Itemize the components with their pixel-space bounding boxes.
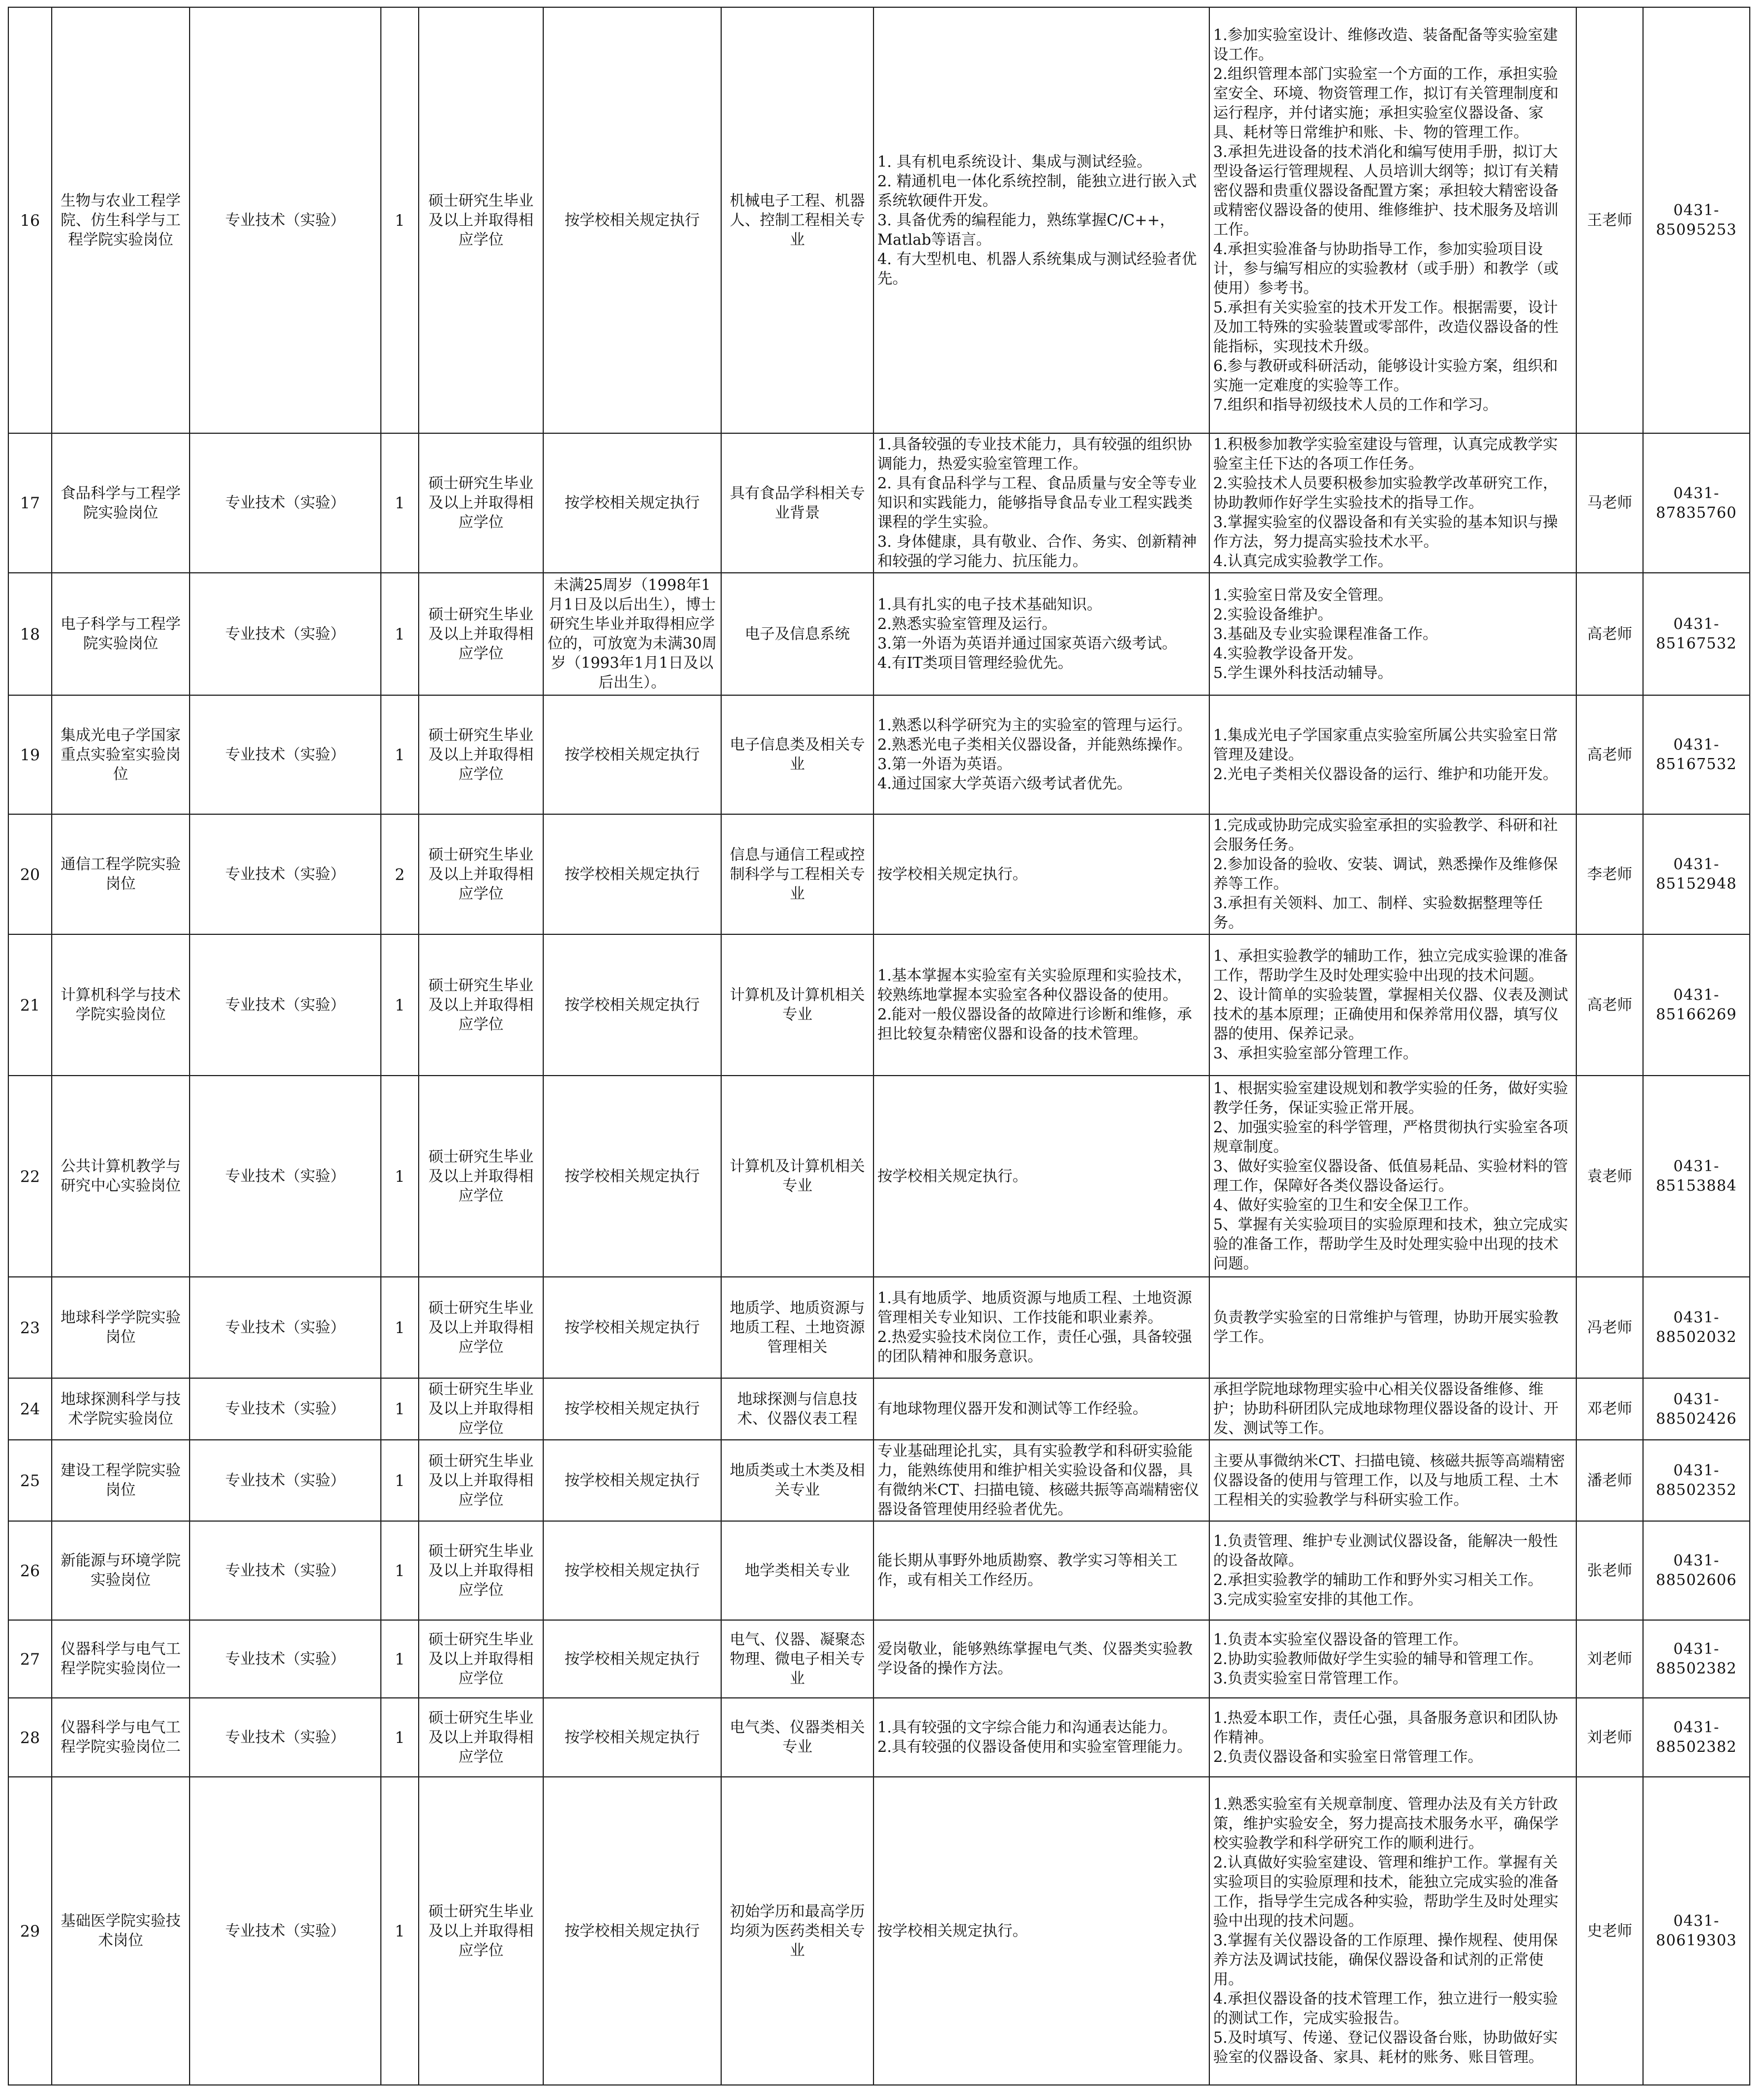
phone-cell: 0431-88502032 [1643, 1277, 1750, 1378]
requirements-cell: 能长期从事野外地质勘察、教学实习等相关工作，或有相关工作经历。 [873, 1521, 1209, 1620]
contact-cell: 冯老师 [1576, 1277, 1643, 1378]
table-row [8, 1521, 1750, 1620]
phone-cell: 0431-85095253 [1643, 7, 1750, 433]
category-cell: 专业技术（实验） [190, 1521, 381, 1620]
category-cell: 专业技术（实验） [190, 1277, 381, 1378]
requirements-cell: 1. 具有机电系统设计、集成与测试经验。 2. 精通机电一体化系统控制，能独立进行嵌入式系统软硬件开发。 3. 具备优秀的编程能力，熟练掌握C/C++，Matlab等语言。 4. 有大型机电、机器人系统集成与测试经验者优先。 [873, 7, 1209, 433]
major-cell: 初始学历和最高学历均须为医药类相关专业 [721, 1777, 873, 2085]
category-cell: 专业技术（实验） [190, 433, 381, 573]
phone-cell: 0431-85167532 [1643, 573, 1750, 695]
age-cell: 按学校相关规定执行 [543, 1521, 721, 1620]
department-cell: 仪器科学与电气工程学院实验岗位二 [52, 1698, 190, 1777]
table-row [8, 7, 1750, 433]
age-cell: 按学校相关规定执行 [543, 1698, 721, 1777]
count-cell: 1 [381, 1521, 419, 1620]
requirements-cell: 1.具有扎实的电子技术基础知识。 2.熟悉实验室管理及运行。 3.第一外语为英语并通过国家英语六级考试。 4.有IT类项目管理经验优先。 [873, 573, 1209, 695]
education-cell: 硕士研究生毕业及以上并取得相应学位 [419, 814, 543, 934]
education-cell: 硕士研究生毕业及以上并取得相应学位 [419, 695, 543, 814]
age-cell: 按学校相关规定执行 [543, 1277, 721, 1378]
requirements-cell: 1.具有较强的文字综合能力和沟通表达能力。 2.具有较强的仪器设备使用和实验室管理能力。 [873, 1698, 1209, 1777]
education-cell: 硕士研究生毕业及以上并取得相应学位 [419, 1620, 543, 1698]
major-cell: 计算机及计算机相关专业 [721, 934, 873, 1076]
count-cell: 1 [381, 1277, 419, 1378]
category-cell: 专业技术（实验） [190, 695, 381, 814]
education-cell: 硕士研究生毕业及以上并取得相应学位 [419, 7, 543, 433]
age-cell: 按学校相关规定执行 [543, 1620, 721, 1698]
category-cell: 专业技术（实验） [190, 1777, 381, 2085]
table-row [8, 1777, 1750, 2085]
phone-cell: 0431-88502606 [1643, 1521, 1750, 1620]
table-body [8, 7, 1750, 2085]
age-cell: 按学校相关规定执行 [543, 1777, 721, 2085]
category-cell: 专业技术（实验） [190, 1378, 381, 1440]
duties-cell: 1.集成光电子学国家重点实验室所属公共实验室日常管理及建设。 2.光电子类相关仪器设备的运行、维护和功能开发。 [1209, 695, 1576, 814]
count-cell: 1 [381, 1698, 419, 1777]
age-cell: 按学校相关规定执行 [543, 814, 721, 934]
row-number: 17 [8, 433, 52, 573]
department-cell: 建设工程学院实验岗位 [52, 1440, 190, 1521]
contact-cell: 王老师 [1576, 7, 1643, 433]
major-cell: 地质学、地质资源与地质工程、土地资源管理相关 [721, 1277, 873, 1378]
education-cell: 硕士研究生毕业及以上并取得相应学位 [419, 1378, 543, 1440]
department-cell: 地球科学学院实验岗位 [52, 1277, 190, 1378]
requirements-cell: 专业基础理论扎实，具有实验教学和科研实验能力，能熟练使用和维护相关实验设备和仪器，具有微纳米CT、扫描电镜、核磁共振等高端精密仪器设备管理使用经验者优先。 [873, 1440, 1209, 1521]
major-cell: 机械电子工程、机器人、控制工程相关专业 [721, 7, 873, 433]
age-cell: 按学校相关规定执行 [543, 934, 721, 1076]
duties-cell: 1、根据实验室建设规划和教学实验的任务，做好实验教学任务，保证实验正常开展。 2、加强实验室的科学管理，严格贯彻执行实验室各项规章制度。 3、做好实验室仪器设备、低值易耗品、实验材料的管理工作，保障好各类仪器设备运行。 4、做好实验室的卫生和安全保卫工作。 5、掌握有关实验项目的实验原理和技术，独立完成实验的准备工作，帮助学生及时处理实验中出现的技术问题。 [1209, 1076, 1576, 1277]
requirements-cell: 按学校相关规定执行。 [873, 1076, 1209, 1277]
row-number: 21 [8, 934, 52, 1076]
phone-cell: 0431-80619303 [1643, 1777, 1750, 2085]
table-row [8, 695, 1750, 814]
age-cell: 按学校相关规定执行 [543, 7, 721, 433]
requirements-cell: 有地球物理仪器开发和测试等工作经验。 [873, 1378, 1209, 1440]
major-cell: 地质类或土木类及相关专业 [721, 1440, 873, 1521]
phone-cell: 0431-87835760 [1643, 433, 1750, 573]
count-cell: 1 [381, 7, 419, 433]
education-cell: 硕士研究生毕业及以上并取得相应学位 [419, 1440, 543, 1521]
requirements-cell: 1.具备较强的专业技术能力，具有较强的组织协调能力，热爱实验室管理工作。 2. 具有食品科学与工程、食品质量与安全等专业知识和实践能力，能够指导食品专业工程实践类课程的学生实验。 3. 身体健康，具有敬业、合作、务实、创新精神和较强的学习能力、抗压能力。 [873, 433, 1209, 573]
age-cell: 按学校相关规定执行 [543, 1378, 721, 1440]
count-cell: 1 [381, 1076, 419, 1277]
duties-cell: 1.熟悉实验室有关规章制度、管理办法及有关方针政策，维护实验安全，努力提高技术服务水平，确保学校实验教学和科学研究工作的顺利进行。 2.认真做好实验室建设、管理和维护工作。掌握有关实验项目的实验原理和技术，能独立完成实验的准备工作，指导学生完成各种实验，帮助学生及时处理实验中出现的技术问题。 3.掌握有关仪器设备的工作原理、操作规程、使用保养方法及调试技能，确保仪器设备和试剂的正常使用。 4.承担仪器设备的技术管理工作，独立进行一般实验的测试工作，完成实验报告。 5.及时填写、传递、登记仪器设备台账，协助做好实验室的仪器设备、家具、耗材的账务、账目管理。 [1209, 1777, 1576, 2085]
requirements-cell: 按学校相关规定执行。 [873, 1777, 1209, 2085]
duties-cell: 1.负责本实验室仪器设备的管理工作。 2.协助实验教师做好学生实验的辅导和管理工作。 3.负责实验室日常管理工作。 [1209, 1620, 1576, 1698]
major-cell: 地球探测与信息技术、仪器仪表工程 [721, 1378, 873, 1440]
category-cell: 专业技术（实验） [190, 7, 381, 433]
count-cell: 1 [381, 433, 419, 573]
duties-cell: 1.热爱本职工作，责任心强，具备服务意识和团队协作精神。 2.负责仪器设备和实验室日常管理工作。 [1209, 1698, 1576, 1777]
count-cell: 1 [381, 1777, 419, 2085]
contact-cell: 马老师 [1576, 433, 1643, 573]
department-cell: 地球探测科学与技术学院实验岗位 [52, 1378, 190, 1440]
category-cell: 专业技术（实验） [190, 814, 381, 934]
count-cell: 1 [381, 695, 419, 814]
education-cell: 硕士研究生毕业及以上并取得相应学位 [419, 1277, 543, 1378]
education-cell: 硕士研究生毕业及以上并取得相应学位 [419, 934, 543, 1076]
table-row [8, 1378, 1750, 1440]
contact-cell: 高老师 [1576, 695, 1643, 814]
duties-cell: 1.参加实验室设计、维修改造、装备配备等实验室建设工作。 2.组织管理本部门实验室一个方面的工作，承担实验室安全、环境、物资管理工作，拟订有关管理制度和运行程序，并付诸实施；承担实验室仪器设备、家具、耗材等日常维护和账、卡、物的管理工作。 3.承担先进设备的技术消化和编写使用手册，拟订大型设备运行管理规程、人员培训大纲等；拟订有关精密仪器和贵重仪器设备配置方案；承担较大精密设备或精密仪器设备的使用、维修维护、技术服务及培训工作。 4.承担实验准备与协助指导工作，参加实验项目设计，参与编写相应的实验教材（或手册）和教学（或使用）参考书。 5.承担有关实验室的技术开发工作。根据需要，设计及加工特殊的实验装置或零部件，改造仪器设备的性能指标，实现技术升级。 6.参与教研或科研活动，能够设计实验方案，组织和实施一定难度的实验等工作。 7.组织和指导初级技术人员的工作和学习。 [1209, 7, 1576, 433]
education-cell: 硕士研究生毕业及以上并取得相应学位 [419, 1521, 543, 1620]
category-cell: 专业技术（实验） [190, 1620, 381, 1698]
category-cell: 专业技术（实验） [190, 573, 381, 695]
phone-cell: 0431-85152948 [1643, 814, 1750, 934]
department-cell: 新能源与环境学院实验岗位 [52, 1521, 190, 1620]
table-row [8, 934, 1750, 1076]
education-cell: 硕士研究生毕业及以上并取得相应学位 [419, 1698, 543, 1777]
phone-cell: 0431-85167532 [1643, 695, 1750, 814]
requirements-cell: 按学校相关规定执行。 [873, 814, 1209, 934]
table-row [8, 433, 1750, 573]
duties-cell: 承担学院地球物理实验中心相关仪器设备维修、维护；协助科研团队完成地球物理仪器设备的设计、开发、测试等工作。 [1209, 1378, 1576, 1440]
count-cell: 1 [381, 1440, 419, 1521]
duties-cell: 1.完成或协助完成实验室承担的实验教学、科研和社会服务任务。 2.参加设备的验收、安装、调试，熟悉操作及维修保养等工作。 3.承担有关领料、加工、制样、实验数据整理等任务。 [1209, 814, 1576, 934]
age-cell: 按学校相关规定执行 [543, 433, 721, 573]
department-cell: 仪器科学与电气工程学院实验岗位一 [52, 1620, 190, 1698]
table-row [8, 573, 1750, 695]
row-number: 19 [8, 695, 52, 814]
table-row [8, 1620, 1750, 1698]
education-cell: 硕士研究生毕业及以上并取得相应学位 [419, 573, 543, 695]
requirements-cell: 1.基本掌握本实验室有关实验原理和实验技术，较熟练地掌握本实验室各种仪器设备的使用。 2.能对一般仪器设备的故障进行诊断和维修，承担比较复杂精密仪器和设备的技术管理。 [873, 934, 1209, 1076]
age-cell: 按学校相关规定执行 [543, 695, 721, 814]
contact-cell: 李老师 [1576, 814, 1643, 934]
department-cell: 通信工程学院实验岗位 [52, 814, 190, 934]
major-cell: 电子及信息系统 [721, 573, 873, 695]
row-number: 18 [8, 573, 52, 695]
count-cell: 1 [381, 573, 419, 695]
table-row [8, 1698, 1750, 1777]
category-cell: 专业技术（实验） [190, 934, 381, 1076]
major-cell: 电子信息类及相关专业 [721, 695, 873, 814]
education-cell: 硕士研究生毕业及以上并取得相应学位 [419, 1076, 543, 1277]
education-cell: 硕士研究生毕业及以上并取得相应学位 [419, 1777, 543, 2085]
phone-cell: 0431-85166269 [1643, 934, 1750, 1076]
requirements-cell: 1.具有地质学、地质资源与地质工程、土地资源管理相关专业知识、工作技能和职业素养。 2.热爱实验技术岗位工作，责任心强，具备较强的团队精神和服务意识。 [873, 1277, 1209, 1378]
count-cell: 1 [381, 1378, 419, 1440]
row-number: 29 [8, 1777, 52, 2085]
duties-cell: 1.积极参加教学实验室建设与管理，认真完成教学实验室主任下达的各项工作任务。 2.实验技术人员要积极参加实验教学改革研究工作，协助教师作好学生实验技术的指导工作。 3.掌握实验室的仪器设备和有关实验的基本知识与操作方法，努力提高实验技术水平。 4.认真完成实验教学工作。 [1209, 433, 1576, 573]
row-number: 27 [8, 1620, 52, 1698]
contact-cell: 史老师 [1576, 1777, 1643, 2085]
table-row [8, 1440, 1750, 1521]
department-cell: 集成光电子学国家重点实验室实验岗位 [52, 695, 190, 814]
row-number: 25 [8, 1440, 52, 1521]
major-cell: 信息与通信工程或控制科学与工程相关专业 [721, 814, 873, 934]
phone-cell: 0431-88502382 [1643, 1698, 1750, 1777]
major-cell: 计算机及计算机相关专业 [721, 1076, 873, 1277]
contact-cell: 袁老师 [1576, 1076, 1643, 1277]
duties-cell: 1.实验室日常及安全管理。 2.实验设备维护。 3.基础及专业实验课程准备工作。 4.实验教学设备开发。 5.学生课外科技活动辅导。 [1209, 573, 1576, 695]
duties-cell: 1.负责管理、维护专业测试仪器设备，能解决一般性的设备故障。 2.承担实验教学的辅助工作和野外实习相关工作。 3.完成实验室安排的其他工作。 [1209, 1521, 1576, 1620]
table-row [8, 1076, 1750, 1277]
count-cell: 1 [381, 934, 419, 1076]
contact-cell: 高老师 [1576, 573, 1643, 695]
phone-cell: 0431-88502382 [1643, 1620, 1750, 1698]
duties-cell: 主要从事微纳米CT、扫描电镜、核磁共振等高端精密仪器设备的使用与管理工作，以及与地质工程、土木工程相关的实验教学与科研实验工作。 [1209, 1440, 1576, 1521]
department-cell: 食品科学与工程学院实验岗位 [52, 433, 190, 573]
category-cell: 专业技术（实验） [190, 1440, 381, 1521]
row-number: 28 [8, 1698, 52, 1777]
department-cell: 生物与农业工程学院、仿生科学与工程学院实验岗位 [52, 7, 190, 433]
major-cell: 具有食品学科相关专业背景 [721, 433, 873, 573]
major-cell: 电气、仪器、凝聚态物理、微电子相关专业 [721, 1620, 873, 1698]
department-cell: 基础医学院实验技术岗位 [52, 1777, 190, 2085]
row-number: 24 [8, 1378, 52, 1440]
count-cell: 1 [381, 1620, 419, 1698]
department-cell: 电子科学与工程学院实验岗位 [52, 573, 190, 695]
requirements-cell: 爱岗敬业，能够熟练掌握电气类、仪器类实验教学设备的操作方法。 [873, 1620, 1209, 1698]
category-cell: 专业技术（实验） [190, 1698, 381, 1777]
contact-cell: 邓老师 [1576, 1378, 1643, 1440]
contact-cell: 刘老师 [1576, 1620, 1643, 1698]
row-number: 26 [8, 1521, 52, 1620]
age-cell: 未满25周岁（1998年1月1日及以后出生），博士研究生毕业并取得相应学位的，可放宽为未满30周岁（1993年1月1日及以后出生）。 [543, 573, 721, 695]
job-table [8, 7, 1750, 2086]
major-cell: 地学类相关专业 [721, 1521, 873, 1620]
phone-cell: 0431-88502426 [1643, 1378, 1750, 1440]
category-cell: 专业技术（实验） [190, 1076, 381, 1277]
contact-cell: 刘老师 [1576, 1698, 1643, 1777]
row-number: 16 [8, 7, 52, 433]
count-cell: 2 [381, 814, 419, 934]
row-number: 23 [8, 1277, 52, 1378]
department-cell: 计算机科学与技术学院实验岗位 [52, 934, 190, 1076]
requirements-cell: 1.熟悉以科学研究为主的实验室的管理与运行。 2.熟悉光电子类相关仪器设备，并能熟练操作。 3.第一外语为英语。 4.通过国家大学英语六级考试者优先。 [873, 695, 1209, 814]
duties-cell: 1、承担实验教学的辅助工作，独立完成实验课的准备工作，帮助学生及时处理实验中出现的技术问题。 2、设计简单的实验装置，掌握相关仪器、仪表及测试技术的基本原理；正确使用和保养常用仪器，填写仪器的使用、保养记录。 3、承担实验室部分管理工作。 [1209, 934, 1576, 1076]
table-row [8, 814, 1750, 934]
education-cell: 硕士研究生毕业及以上并取得相应学位 [419, 433, 543, 573]
duties-cell: 负责教学实验室的日常维护与管理，协助开展实验教学工作。 [1209, 1277, 1576, 1378]
row-number: 20 [8, 814, 52, 934]
major-cell: 电气类、仪器类相关专业 [721, 1698, 873, 1777]
table-row [8, 1277, 1750, 1378]
department-cell: 公共计算机教学与研究中心实验岗位 [52, 1076, 190, 1277]
contact-cell: 潘老师 [1576, 1440, 1643, 1521]
phone-cell: 0431-85153884 [1643, 1076, 1750, 1277]
contact-cell: 张老师 [1576, 1521, 1643, 1620]
contact-cell: 高老师 [1576, 934, 1643, 1076]
age-cell: 按学校相关规定执行 [543, 1076, 721, 1277]
phone-cell: 0431-88502352 [1643, 1440, 1750, 1521]
age-cell: 按学校相关规定执行 [543, 1440, 721, 1521]
row-number: 22 [8, 1076, 52, 1277]
